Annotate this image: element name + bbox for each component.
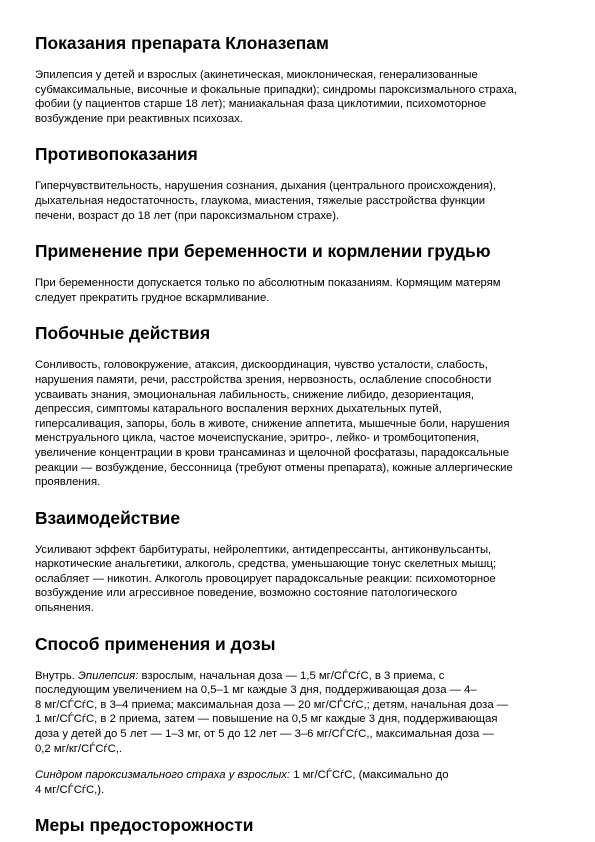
dosage-panic-label: Синдром пароксизмального страха у взрослых: [35,769,291,782]
pregnancy-text: При беременности допускается только по абсолютным показаниям. Кормящим матерям следует прекратить грудное вскармливание. [35,277,501,304]
section-heading-interactions: Взаимодействие [35,507,181,528]
dosage-paragraph-epilepsy [35,669,560,757]
section-heading-precautions: Меры предосторожности [35,815,254,836]
dosage-intro: Внутрь. [35,669,79,682]
dosage-epilepsy-label: Эпилепсия: [78,669,139,682]
side-effects-text: Сонливость, головокружение, атаксия, дискоординация, чувство усталости, слабость, нарушения памяти, речи, расстройства зрения, нервозность, ослабление способности усваивать знания, эмоциональная лабильность, снижение либидо, дезориентация, депрессия, симптомы катарального воспаления верхних дыхательных путей, гиперсаливация, запоры, боль в животе, снижение аппетита, мышечные боли, нарушения менструального цикла, частое мочеиспускание, эритро-, лейко- и тромбоцитопения, увеличение концентрации в крови трансаминаз и щелочной фосфатазы, парадоксальные реакции — возбуждение, бессонница (требуют отмены препарата), кожные аллергические проявления. [35,359,513,489]
interactions-text: Усиливают эффект барбитураты, нейролептики, антидепрессанты, антиконвульсанты, наркотические анальгетики, алкоголь, средства, уменьшающие тонус скелетных мышц; ослабляет — никотин. Алкоголь провоцирует парадоксальные реакции: психомоторное возбуждение или агрессивное поведение, возможно состояние патологического опьянения. [35,543,497,615]
section-heading-side-effects: Побочные действия [35,323,211,344]
contraindications-text: Гиперчувствительность, нарушения сознания, дыхания (центрального происхождения), дыхательная недостаточность, глаукома, миастения, тяжелые расстройства функции печени, возраст до 18 лет (при пароксизмальном страхе). [35,180,497,222]
dosage-paragraph-panic [35,768,560,797]
indications-text: Эпилепсия у детей и взрослых (акинетическая, миоклоническая, генерализованные субмаксимальные, височные и фокальные припадки); синдромы пароксизмального страха, фобии (у пациентов старше 18 лет); маниакальная фаза циклотимии, психомоторное возбуждение при реактивных психозах. [35,69,517,125]
section-heading-contraindications: Противопоказания [35,144,198,165]
dosage-panic-text: 1 мг/СЃСѓС, (максимально до 4 мг/СЃСѓС,). [35,769,449,796]
document-page [35,32,560,836]
dosage-epilepsy-text: взрослым, начальная доза — 1,5 мг/СЃСѓС, в 3 приема, с последующим увеличением на 0,5–1 мг каждые 3 дня, поддерживающая доза — 4– 8 мг/СЃСѓС, в 3–4 приема; максимальная доза — 20 мг/СЃСѓС,; детям, начальная доза — 1 мг/СЃСѓС, в 2 приема, затем — повышение на 0,5 мг каждые 3 дня, поддерживающая доза у детей до 5 лет — 1–3 мг, от 5 до 12 лет — 3–6 мг/СЃСѓС,, максимальная доза — 0,2 мг/кг/СЃСѓС,. [35,669,509,755]
section-heading-indications: Показания препарата Клоназепам [35,33,329,53]
section-heading-pregnancy: Применение при беременности и кормлении грудью [35,241,491,262]
section-heading-dosage: Способ применения и дозы [35,633,276,654]
